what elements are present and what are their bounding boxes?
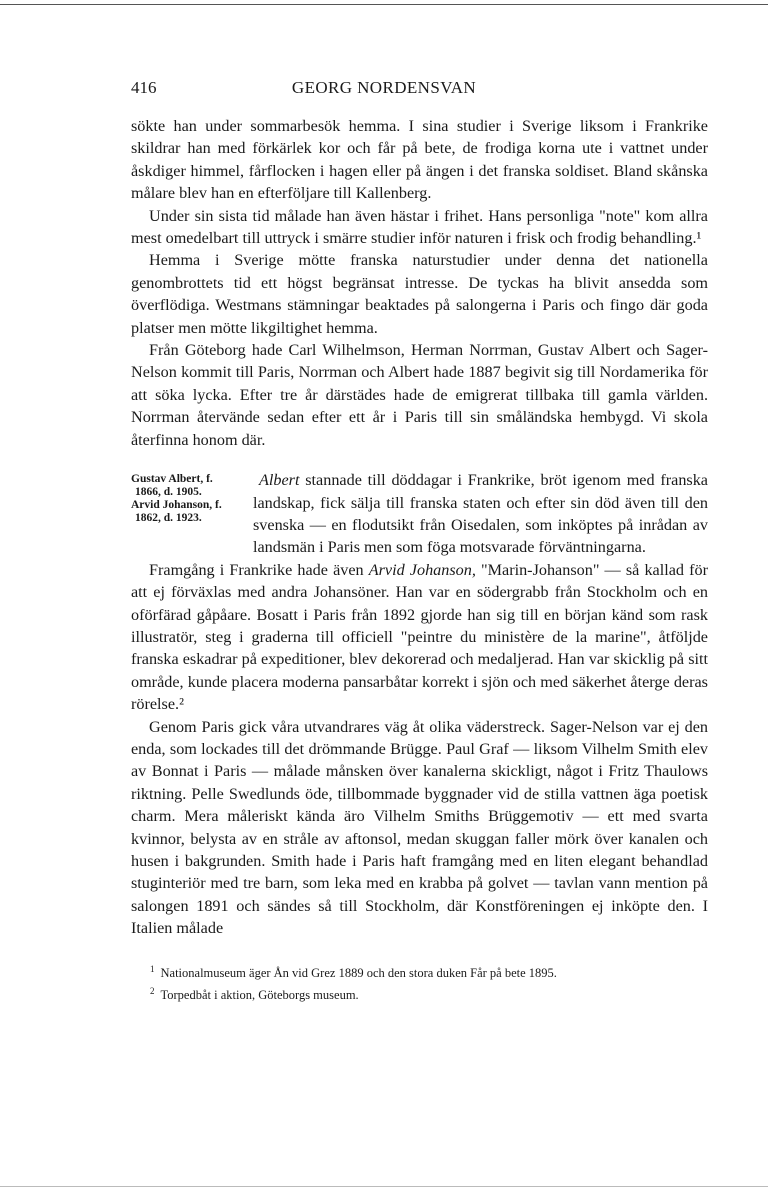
top-edge-rule <box>0 4 768 5</box>
margin-note-line: Gustav Albert, f. <box>131 473 213 486</box>
footnote-mark: 2 <box>150 986 155 997</box>
page-number: 416 <box>131 78 157 97</box>
johanson-text: "Marin-Johanson" — så kallad för att ej förväxlas med andra Johansöner. Han var en södergrabb från Stockholm och en oförfärad gåpåare. Bosatt i Paris från 1892 gjorde han sig till en början känd som rask illustratör, steg i graderna till officiell "peintre du ministère de la marine", åtföljde franska eskadrar på expeditioner, blev dekorerad och medaljerad. Han var skicklig på sitt område, kunde placera moderna pansarbåtar korrekt i sjön och med säkerhet återge deras rörelse.² <box>131 560 708 714</box>
johanson-paragraph <box>131 559 708 716</box>
paragraph-1: sökte han under sommarbesök hemma. I sina studier i Sverige liksom i Frankrike skildrar han med förkärlek kor och får på bete, de frodiga korna ute i vattnet under åskdiger himmel, fårflocken i hagen eller på ängen i det franska soldiset. Bland skånska målare blev han en efterföljare till Kallenberg. <box>131 117 708 203</box>
paragraph-final: Genom Paris gick våra utvandrares väg åt olika väderstreck. Sager-Nelson var ej den enda, som lockades till det drömmande Brügge. Paul Graf — liksom Vilhelm Smith elev av Bonnat i Paris — målade månsken över kanalerna skickligt, något i Fritz Thaulows riktning. Pelle Swedlunds öde, tillbommade byggnader vid de stilla vattnen äga poetisk charm. Mera måleriskt kända äro Vilhelm Smiths Brüggemotiv — ett med svarta kvinnor, belysta av en stråle av aftonsol, medan skuggan faller mörk över kanalen och husen i bakgrunden. Smith hade i Paris haft framgång med en liten elegant behandlad stuginteriör med tre barn, som leka med en krabba på golvet — tavlan vann mention på salongen 1891 och sändes så till Stockholm, där Konstföreningen ej inköpte den. I Italien målade <box>131 717 708 938</box>
johanson-lead: Framgång i Frankrike hade även <box>149 560 369 579</box>
albert-section <box>131 469 708 559</box>
albert-name: Albert <box>259 471 300 490</box>
footnote-1 <box>150 960 710 982</box>
body-text <box>131 115 708 940</box>
margin-note <box>131 469 253 559</box>
footnote-mark: 1 <box>150 964 155 974</box>
running-title: GEORG NORDENSVAN <box>291 78 477 97</box>
johanson-name: Arvid Johanson, <box>368 560 476 579</box>
paragraph-4: Från Göteborg hade Carl Wilhelmson, Herman Norrman, Gustav Albert och Sager-Nelson kommit till Paris, Norrman och Albert hade 1887 begivit sig till Nordamerika för att söka lycka. Efter tre år därstädes hade de emigrerat tillbaka till gamla världen. Norrman återvände sedan efter ett år i Paris till sin småländska hembygd. Vi skola återfinna honom där. <box>131 341 708 449</box>
footnote-2 <box>150 982 710 1004</box>
albert-paragraph-start <box>253 469 708 559</box>
margin-note-line: 1866, d. 1905. <box>135 486 202 499</box>
paragraph-3: Hemma i Sverige mötte franska naturstudier under denna det nationella genombrottets tid ett högst begränsat intresse. De tyckas ha blivit ansedda som överflödiga. Westmans stämningar beaktades på salongerna i Paris och fingo där goda platser men mötte likgiltighet hemma. <box>131 251 708 337</box>
albert-text: stannade till döddagar i Frankrike, bröt igenom med franska landskap, fick sälja till franska staten och efter sin död även till den svenska — en flodutsikt från Oisedalen, som inköptes på inrådan av landsmän i Paris men som föga motsvarade förväntningarna. <box>253 471 708 557</box>
bottom-edge-rule <box>0 1186 768 1187</box>
margin-note-line: 1862, d. 1923. <box>135 512 202 525</box>
footnote-text: Nationalmuseum äger Ån vid Grez 1889 och den stora duken Får på bete 1895. <box>160 966 557 981</box>
albert-paragraph <box>253 469 708 559</box>
footnotes <box>150 960 710 1004</box>
footnote-text: Torpedbåt i aktion, Göteborgs museum. <box>160 988 359 1003</box>
paragraph-2: Under sin sista tid målade han även hästar i frihet. Hans personliga "note" kom allra mest omedelbart till uttryck i smärre studier inför naturen i frisk och frodig behandling.¹ <box>131 206 708 248</box>
margin-note-line: Arvid Johanson, f. <box>131 499 222 512</box>
